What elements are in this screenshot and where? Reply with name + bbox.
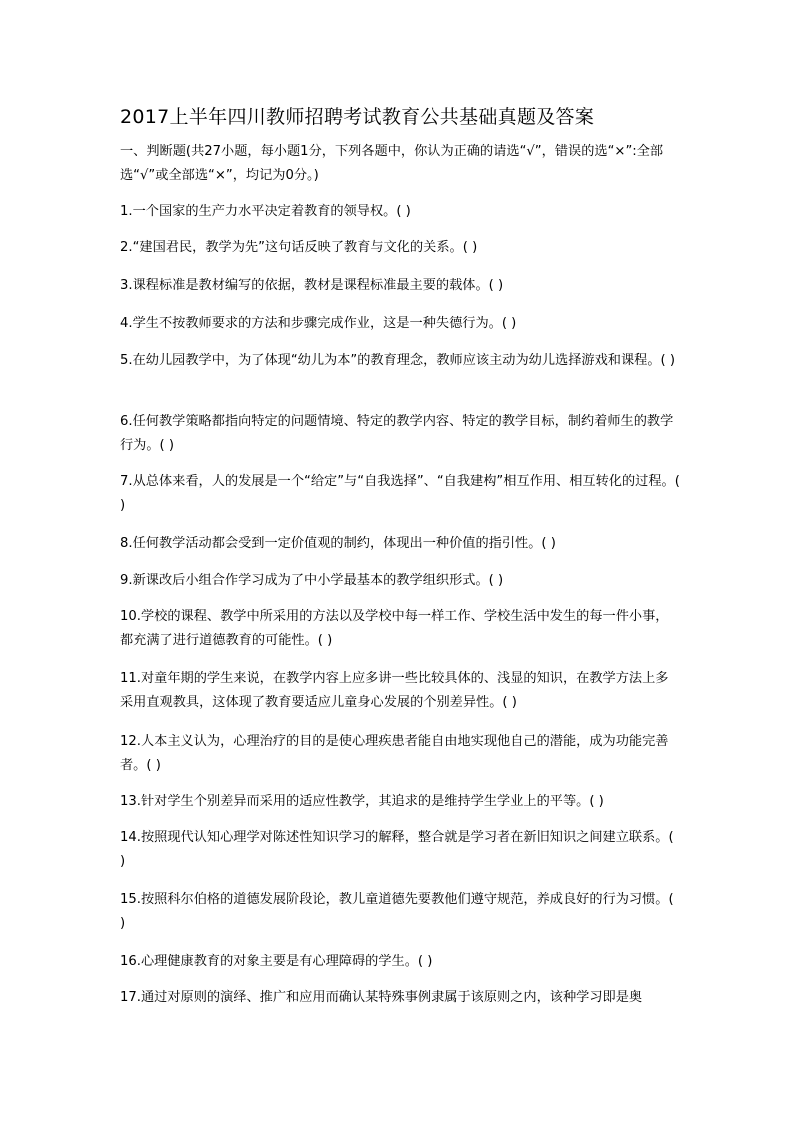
question-item: 1.一个国家的生产力水平决定着教育的领导权。( ) (120, 204, 411, 219)
question-item: 11.对童年期的学生来说，在教学内容上应多讲一些比较具体的、浅显的知识，在教学方法上多采用直观教具，这体现了教育要适应儿童身心发展的个别差异性。( ) (120, 671, 669, 710)
question-item: 8.任何教学活动都会受到一定价值观的制约，体现出一种价值的指引性。( ) (120, 536, 556, 551)
question-item: 17.通过对原则的演绎、推广和应用而确认某特殊事例隶属于该原则之内，该种学习即是奥 (120, 990, 643, 1005)
question-item: 5.在幼儿园教学中，为了体现“幼儿为本”的教育理念，教师应该主动为幼儿选择游戏和课程。( ) (120, 353, 676, 368)
question-item: 14.按照现代认知心理学对陈述性知识学习的解释，整合就是学习者在新旧知识之间建立联系。( ) (120, 830, 674, 869)
question-item: 9.新课改后小组合作学习成为了中小学最基本的教学组织形式。( ) (120, 573, 504, 588)
question-item: 3.课程标准是教材编写的依据，教材是课程标准最主要的载体。( ) (120, 278, 504, 293)
question-item: 6.任何教学策略都指向特定的问题情境、特定的教学内容、特定的教学目标，制约着师生的教学行为。( ) (120, 414, 674, 453)
question-item: 12.人本主义认为，心理治疗的目的是使心理疾患者能自由地实现他自己的潜能，成为功能完善者。( ) (120, 734, 669, 773)
question-item: 16.心理健康教育的对象主要是有心理障碍的学生。( ) (120, 954, 433, 969)
question-item: 15.按照科尔伯格的道德发展阶段论，教儿童道德先要教他们遵守规范，养成良好的行为习惯。( ) (120, 892, 674, 931)
question-item: 7.从总体来看，人的发展是一个“给定”与“自我选择”、“自我建构”相互作用、相互转化的过程。( ) (120, 474, 680, 513)
question-item: 10.学校的课程、教学中所采用的方法以及学校中每一样工作、学校生活中发生的每一件小事，都充满了进行道德教育的可能性。( ) (120, 609, 669, 648)
document-title: 2017上半年四川教师招聘考试教育公共基础真题及答案 (120, 106, 595, 128)
question-item: 13.针对学生个别差异而采用的适应性教学，其追求的是维持学生学业上的平等。( ) (120, 794, 604, 809)
question-item: 2.“建国君民，教学为先”这句话反映了教育与文化的关系。( ) (120, 240, 478, 255)
question-item: 4.学生不按教师要求的方法和步骤完成作业，这是一种失德行为。( ) (120, 316, 517, 331)
section-instructions: 一、判断题(共27小题，每小题1分，下列各题中，你认为正确的请选“√”，错误的选“×”:全部选“√”或全部选“×”，均记为0分。) (120, 144, 664, 183)
